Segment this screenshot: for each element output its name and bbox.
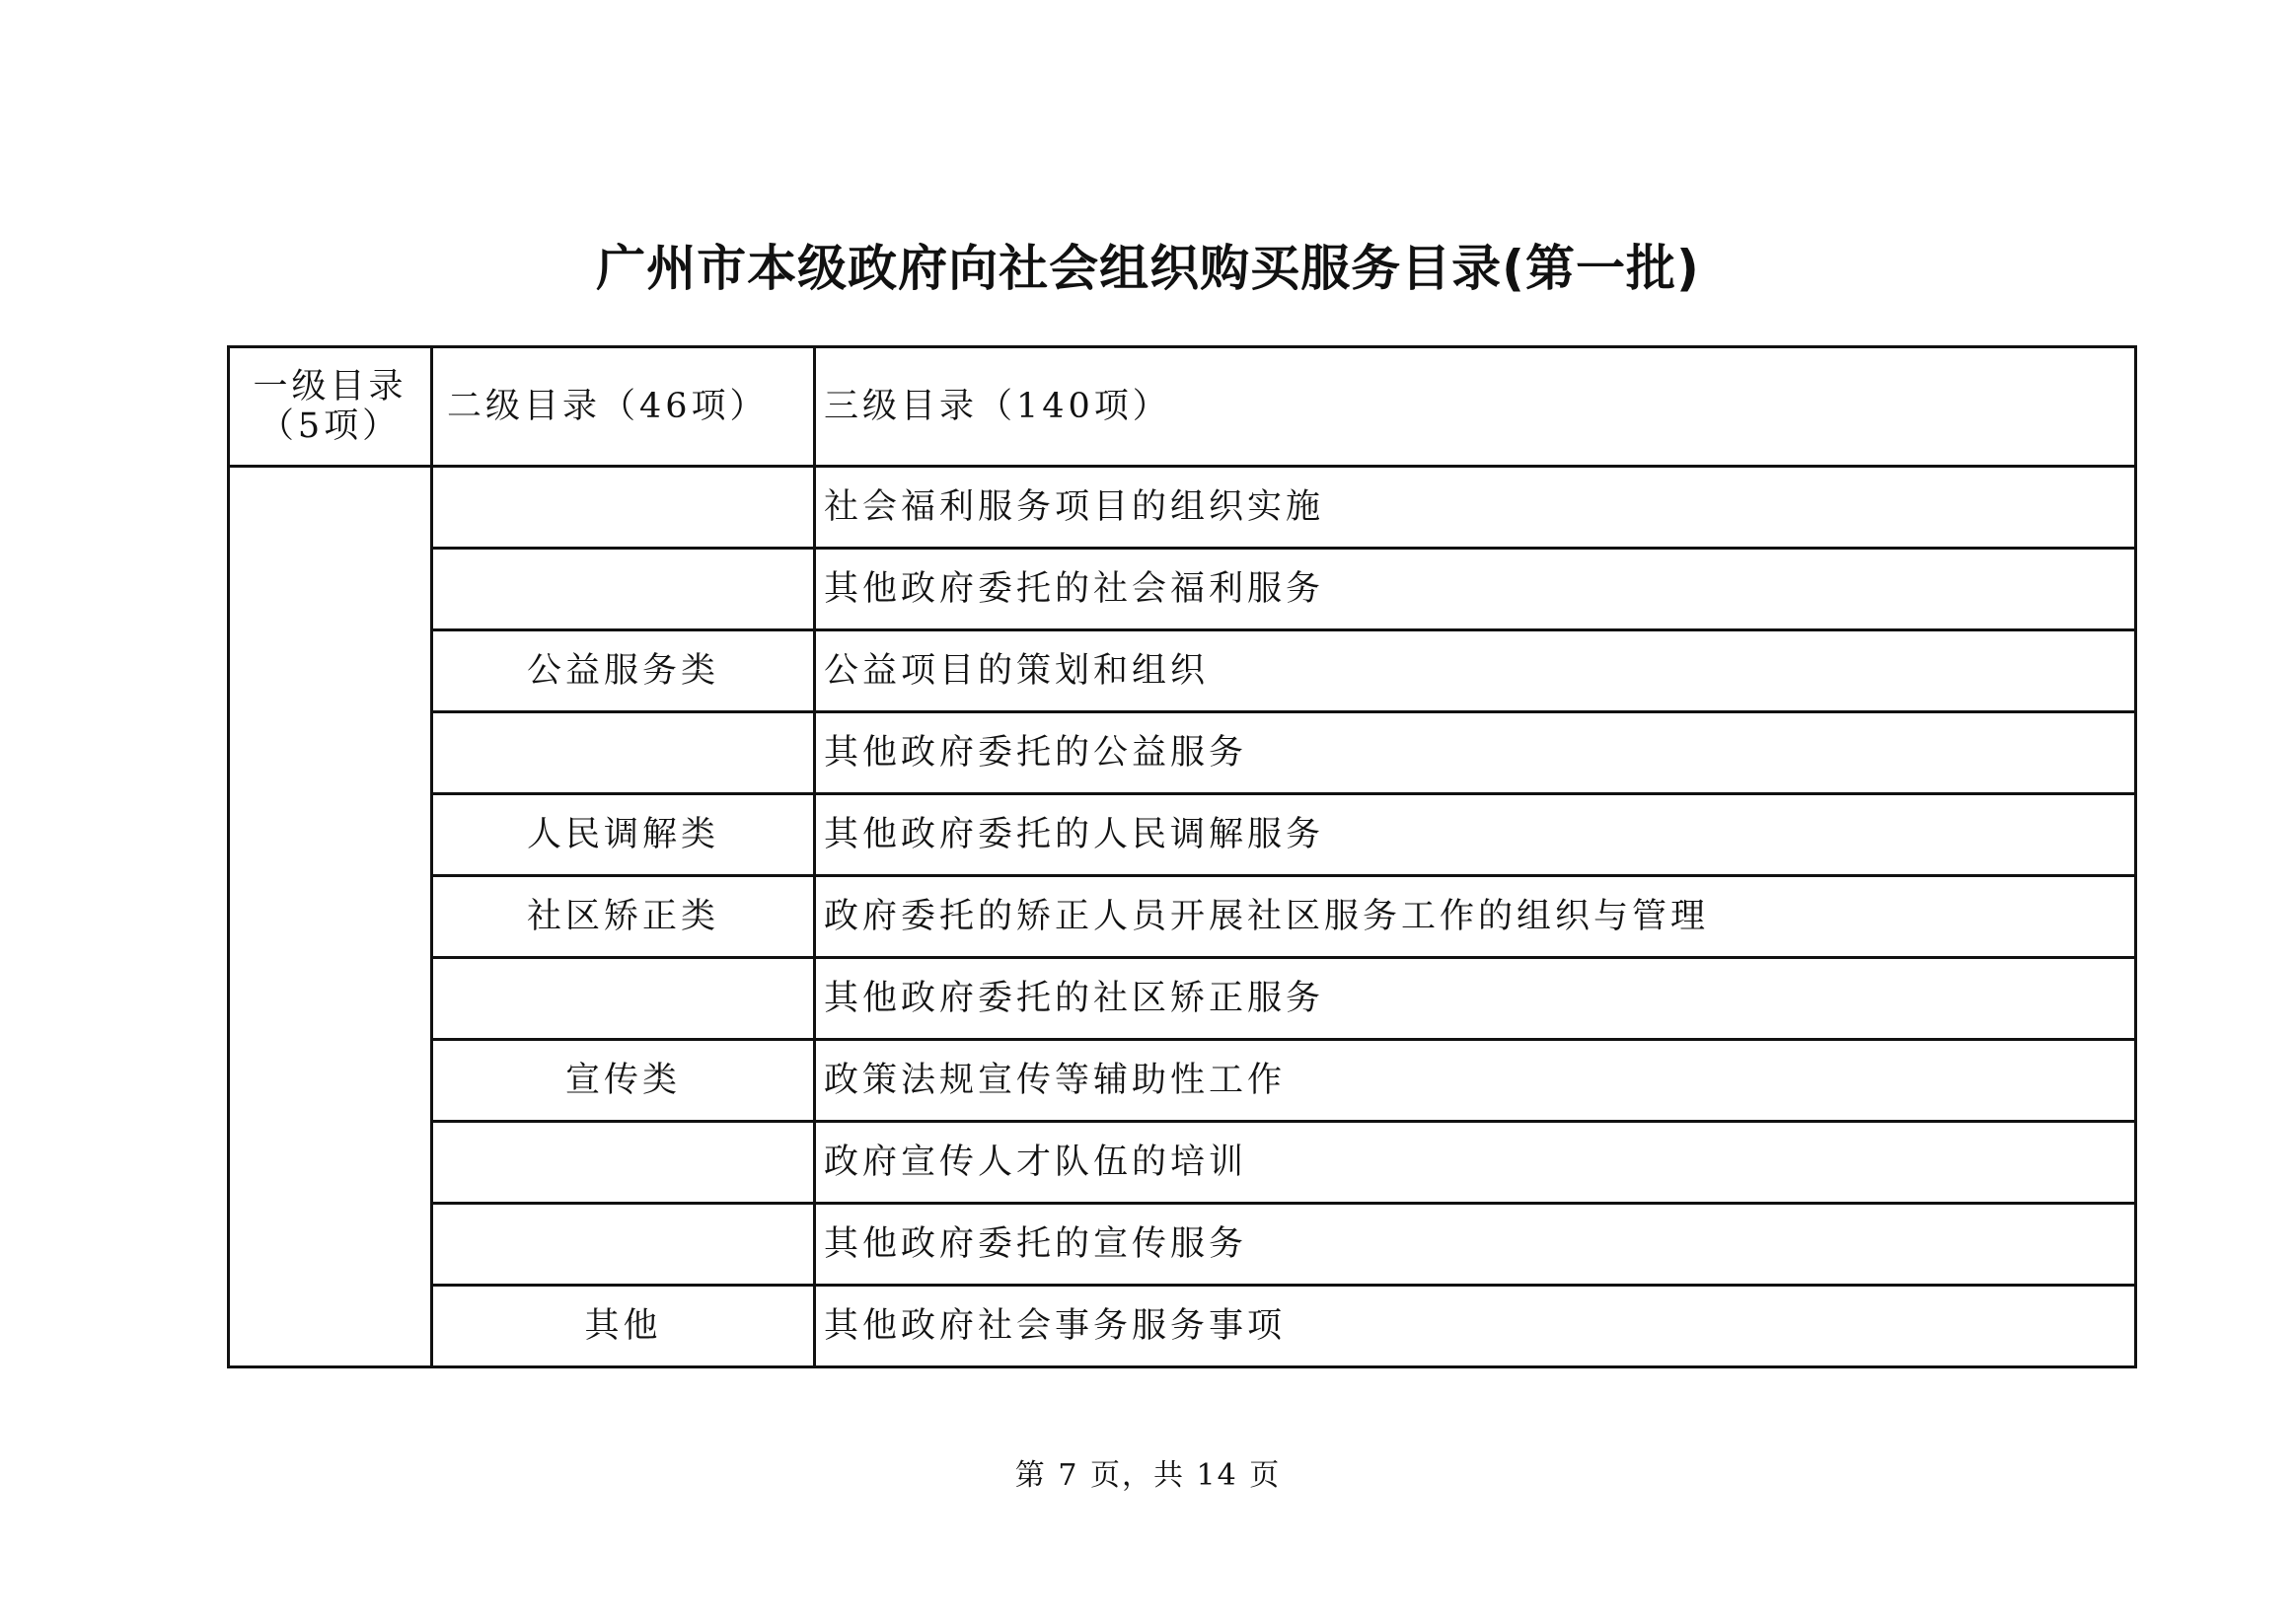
table-row	[229, 630, 2136, 712]
level3-cell: 社会福利服务项目的组织实施	[815, 467, 2136, 549]
level2-cell	[432, 1204, 815, 1286]
header-level3: 三级目录（140项）	[815, 347, 2136, 467]
level3-cell: 其他政府社会事务服务事项	[815, 1286, 2136, 1367]
level2-cell	[432, 549, 815, 630]
table-row	[229, 712, 2136, 794]
table-row	[229, 794, 2136, 876]
table-header-row	[229, 347, 2136, 467]
table-row	[229, 1286, 2136, 1367]
table-row	[229, 1122, 2136, 1204]
catalog-table	[227, 345, 2137, 1368]
table-row	[229, 467, 2136, 549]
level3-cell: 其他政府委托的社区矫正服务	[815, 958, 2136, 1040]
level2-cell: 宣传类	[432, 1040, 815, 1122]
level2-cell: 人民调解类	[432, 794, 815, 876]
level3-cell: 其他政府委托的公益服务	[815, 712, 2136, 794]
level1-cell	[229, 467, 432, 1367]
document-title: 广州市本级政府向社会组织购买服务目录(第一批)	[596, 240, 1700, 297]
level3-cell: 公益项目的策划和组织	[815, 630, 2136, 712]
header-level1-title: 一级目录	[253, 367, 407, 406]
level3-cell: 政府委托的矫正人员开展社区服务工作的组织与管理	[815, 876, 2136, 958]
level2-cell	[432, 958, 815, 1040]
level2-cell	[432, 467, 815, 549]
level3-cell: 政策法规宣传等辅助性工作	[815, 1040, 2136, 1122]
header-level1-count: （5项）	[259, 406, 402, 446]
level2-cell: 公益服务类	[432, 630, 815, 712]
level3-cell: 其他政府委托的宣传服务	[815, 1204, 2136, 1286]
table-row	[229, 549, 2136, 630]
table-row	[229, 1204, 2136, 1286]
table-row	[229, 958, 2136, 1040]
level3-cell: 其他政府委托的人民调解服务	[815, 794, 2136, 876]
level2-cell	[432, 712, 815, 794]
table-row	[229, 1040, 2136, 1122]
table-row	[229, 876, 2136, 958]
page-number: 第 7 页，共 14 页	[1014, 1458, 1282, 1493]
header-level1	[229, 347, 432, 467]
level2-cell: 社区矫正类	[432, 876, 815, 958]
level3-cell: 政府宣传人才队伍的培训	[815, 1122, 2136, 1204]
level3-cell: 其他政府委托的社会福利服务	[815, 549, 2136, 630]
header-level2: 二级目录（46项）	[432, 347, 815, 467]
level2-cell	[432, 1122, 815, 1204]
level2-cell: 其他	[432, 1286, 815, 1367]
